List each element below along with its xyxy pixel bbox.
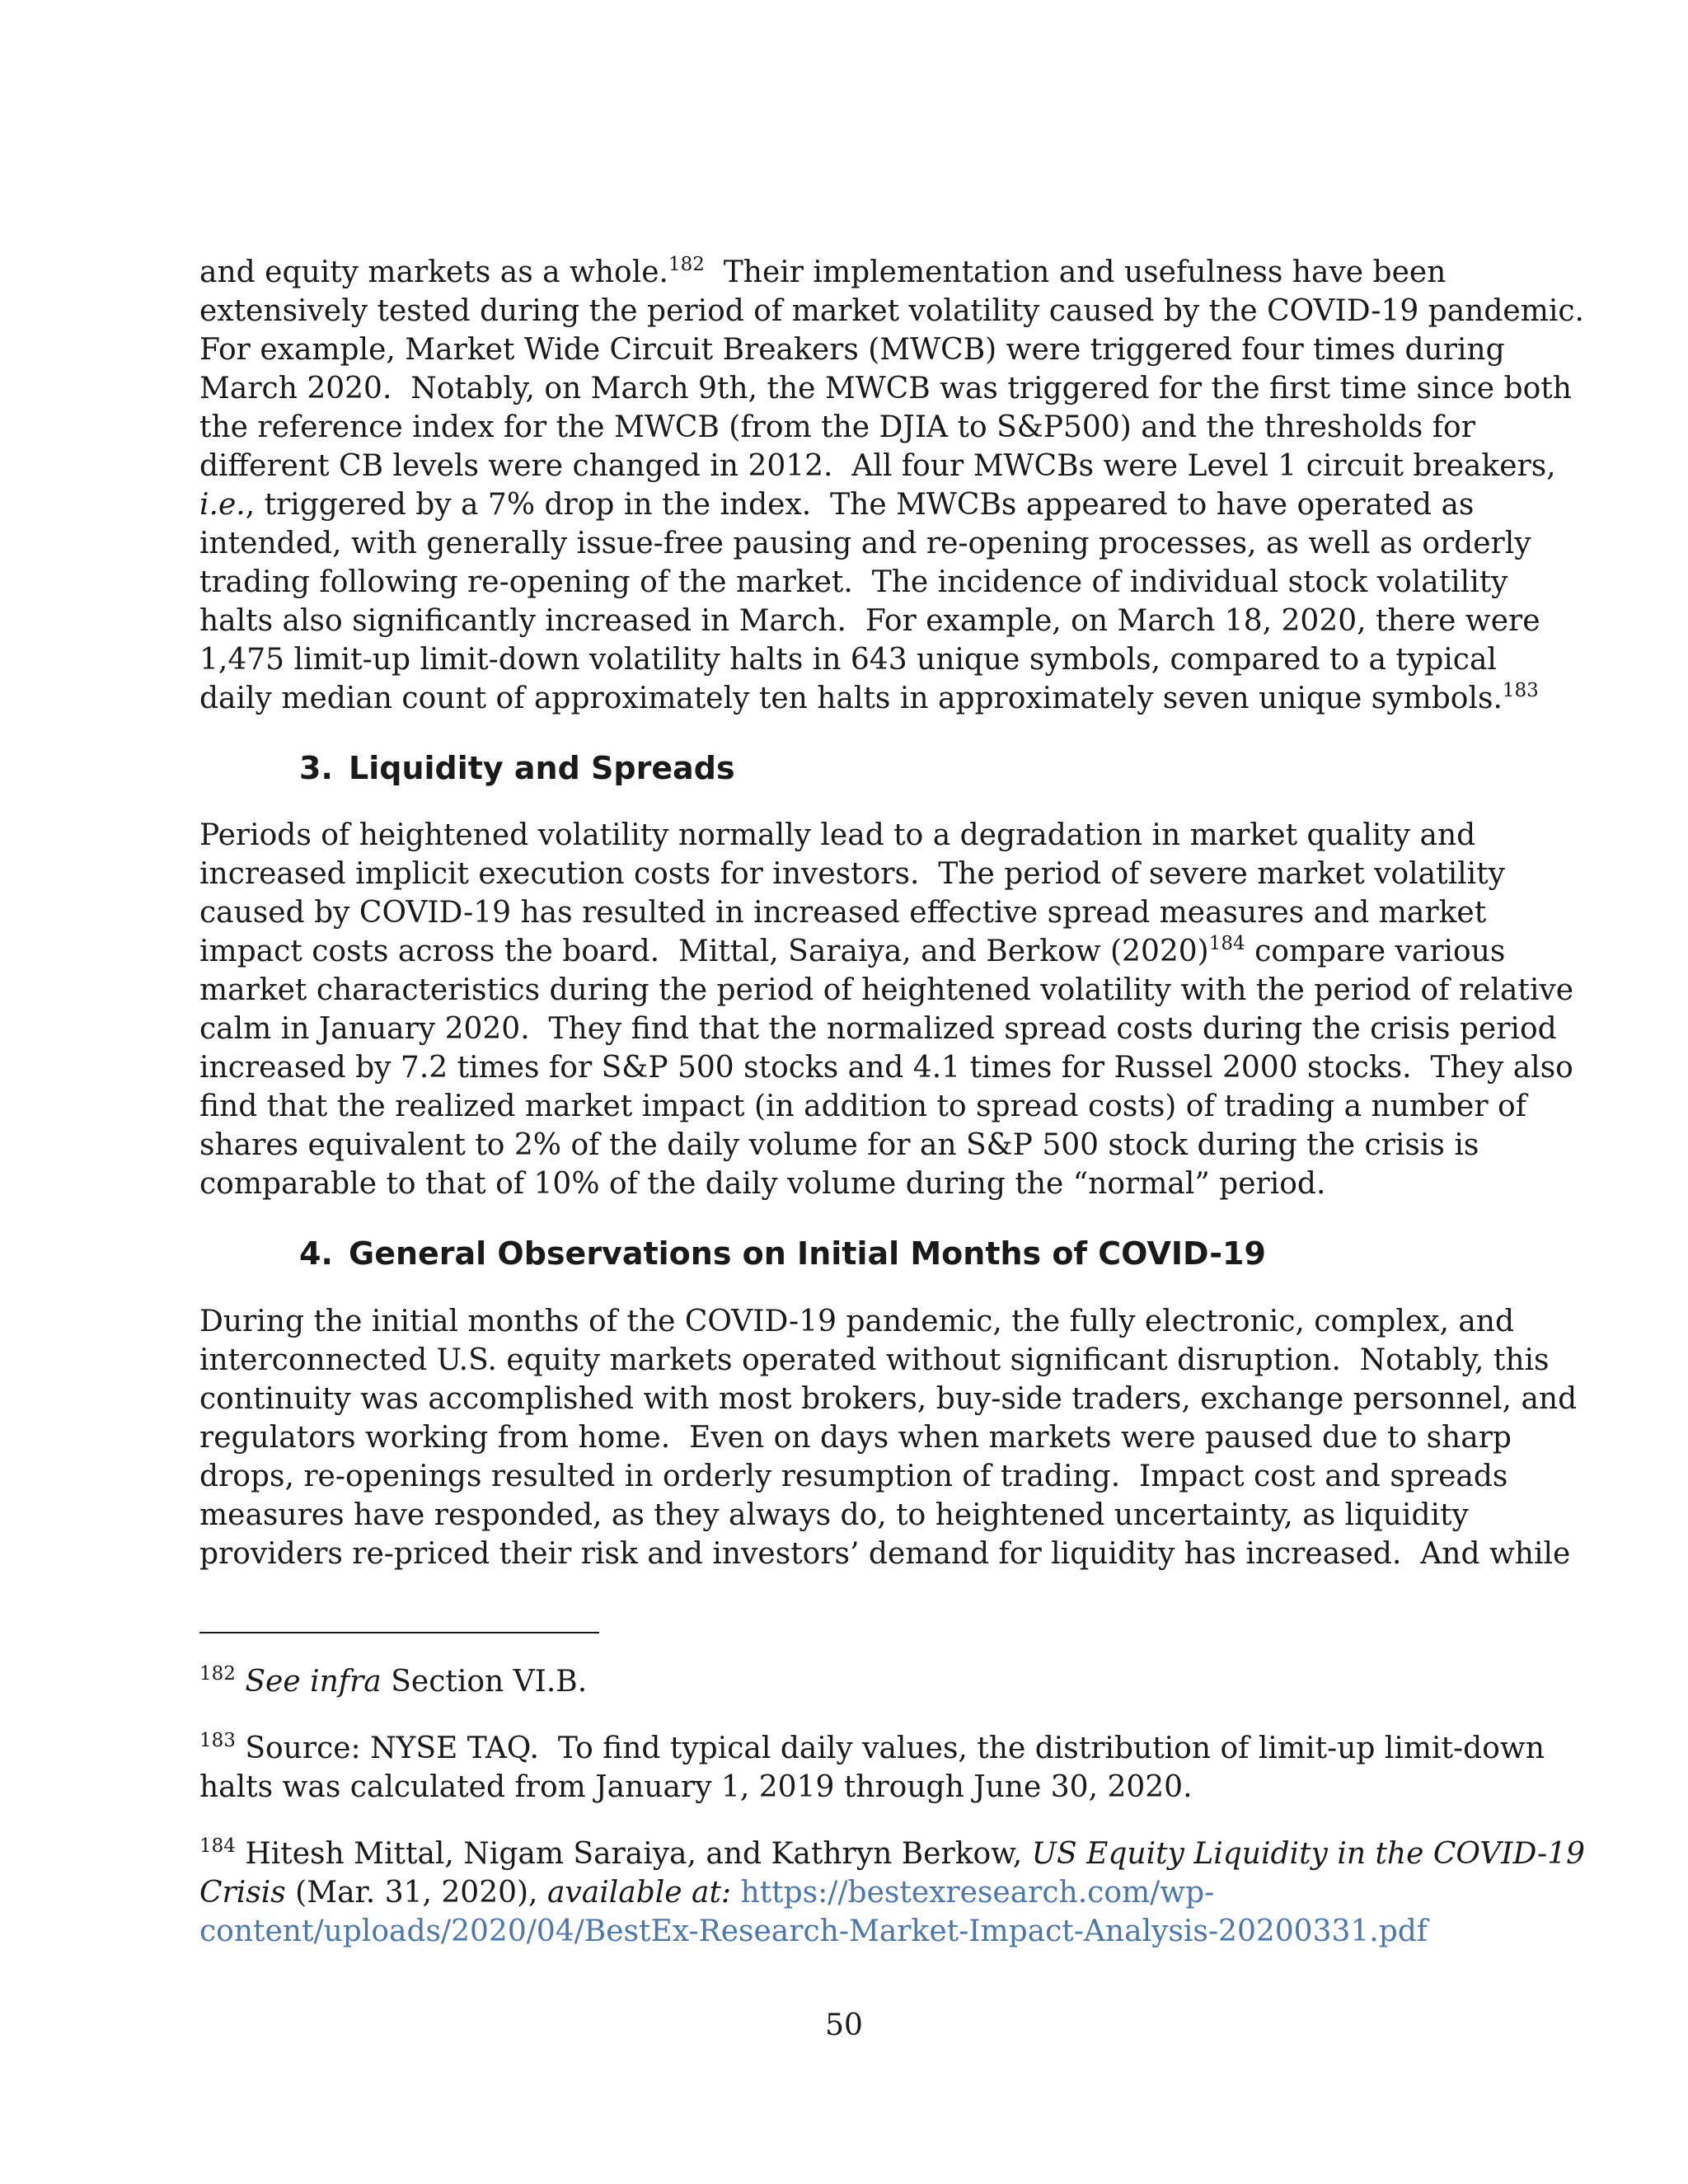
text-line: For example, Market Wide Circuit Breakers (MWCB) were triggered four times during	[199, 333, 1505, 367]
footnote-ref-183[interactable]: 183	[1502, 680, 1539, 701]
footnote-number: 184	[199, 1835, 236, 1857]
text-line: drops, re-openings resulted in orderly resumption of trading. Impact cost and spreads	[199, 1460, 1508, 1493]
source-link-continued[interactable]: content/uploads/2020/04/BestEx-Research-Market-Impact-Analysis-20200331.pdf	[199, 1915, 1428, 1948]
text-line: intended, with generally issue-free pausing and re-opening processes, as well as orderly	[199, 527, 1531, 560]
text-line: the reference index for the MWCB (from the DJIA to S&P500) and the thresholds for	[199, 410, 1475, 444]
text-line: daily median count of approximately ten halts in approximately seven unique symbols.$^{183}$	[199, 680, 1539, 715]
text-line: shares equivalent to 2% of the daily volume for an S&P 500 stock during the crisis is	[199, 1128, 1479, 1162]
footnote-number: 182	[199, 1663, 236, 1685]
text-line: increased implicit execution costs for investors. The period of severe market volatility	[199, 857, 1505, 891]
text-line: comparable to that of 10% of the daily volume during the “normal” period.	[199, 1167, 1326, 1201]
text-line: and equity markets as a whole.$^{182}$ Their implementation and usefulness have been	[199, 254, 1447, 289]
text-line: March 2020. Notably, on March 9th, the MWCB was triggered for the first time since both	[199, 372, 1572, 405]
footnote-separator	[199, 1632, 599, 1633]
text-line: increased by 7.2 times for S&P 500 stocks and 4.1 times for Russel 2000 stocks. They also	[199, 1051, 1573, 1085]
text-line: halts also significantly increased in March. For example, on March 18, 2020, there were	[199, 604, 1540, 638]
text-line: different CB levels were changed in 2012. All four MWCBs were Level 1 circuit breakers,	[199, 449, 1556, 483]
text-line: Periods of heightened volatility normally lead to a degradation in market quality and	[199, 818, 1476, 852]
text-line: market characteristics during the period of heightened volatility with the period of relative	[199, 973, 1574, 1007]
text-line: providers re-priced their risk and investors’ demand for liquidity has increased. And while	[199, 1537, 1571, 1571]
footnote-ref-184[interactable]: 184	[1208, 933, 1245, 954]
footnote-number: 183	[199, 1730, 236, 1751]
text-line: continuity was accomplished with most brokers, buy-side traders, exchange personnel, and	[199, 1382, 1578, 1416]
text-line: extensively tested during the period of market volatility caused by the COVID-19 pandemic.	[199, 294, 1584, 328]
text-line: interconnected U.S. equity markets operated without significant disruption. Notably, this	[199, 1343, 1550, 1377]
text-line: i.e., triggered by a 7% drop in the index. The MWCBs appeared to have operated as	[199, 488, 1475, 522]
text-line: trading following re-opening of the market. The incidence of individual stock volatility	[199, 565, 1508, 599]
footnote-ref-182[interactable]: 182	[668, 254, 705, 275]
text-line: During the initial months of the COVID-19 pandemic, the fully electronic, complex, and	[199, 1305, 1515, 1338]
page-number: 50	[825, 2008, 863, 2042]
text-line: 1,475 limit-up limit-down volatility halts in 643 unique symbols, compared to a typical	[199, 643, 1497, 677]
section-heading-liquidity: 3. Liquidity and Spreads	[299, 750, 735, 786]
paragraph-circuit-breakers	[199, 253, 1584, 718]
paragraph-liquidity	[199, 816, 1574, 1203]
text-line: find that the realized market impact (in addition to spread costs) of trading a number of	[199, 1090, 1527, 1123]
text-line: calm in January 2020. They find that the normalized spread costs during the crisis period	[199, 1012, 1557, 1046]
paragraph-general-observations	[199, 1302, 1578, 1573]
section-heading-general-observations: 4. General Observations on Initial Months of COVID-19	[299, 1235, 1266, 1272]
text-line: impact costs across the board. Mittal, Saraiya, and Berkow $(2020)^{184}$ compare various	[199, 933, 1506, 968]
source-link[interactable]: https://bestexresearch.com/wp-	[731, 1876, 1215, 1910]
footnote-184: $^{184}$ Hitesh Mittal, Nigam Saraiya, and Kathryn Berkow, US Equity Liquidity in the COVID-19 Crisis (Mar. 31, 2020), available at: https://bestexresearch.com/wp- content/uploads/2020/04/BestEx-Research-Market-Impact-Analysis-20200331.pdf	[199, 1835, 1586, 1948]
text-line: caused by COVID-19 has resulted in increased effective spread measures and market	[199, 896, 1487, 930]
text-line: measures have responded, as they always do, to heightened uncertainty, as liquidity	[199, 1498, 1469, 1532]
text-line: regulators working from home. Even on days when markets were paused due to sharp	[199, 1421, 1512, 1455]
footnote-183: $^{183}$ Source: NYSE TAQ. To find typical daily values, the distribution of limit-up limit-down halts was calculated from January 1, 2019 through June 30, 2020.	[199, 1730, 1545, 1804]
footnote-182: $^{182}$ See infra Section VI.B.	[199, 1663, 588, 1699]
